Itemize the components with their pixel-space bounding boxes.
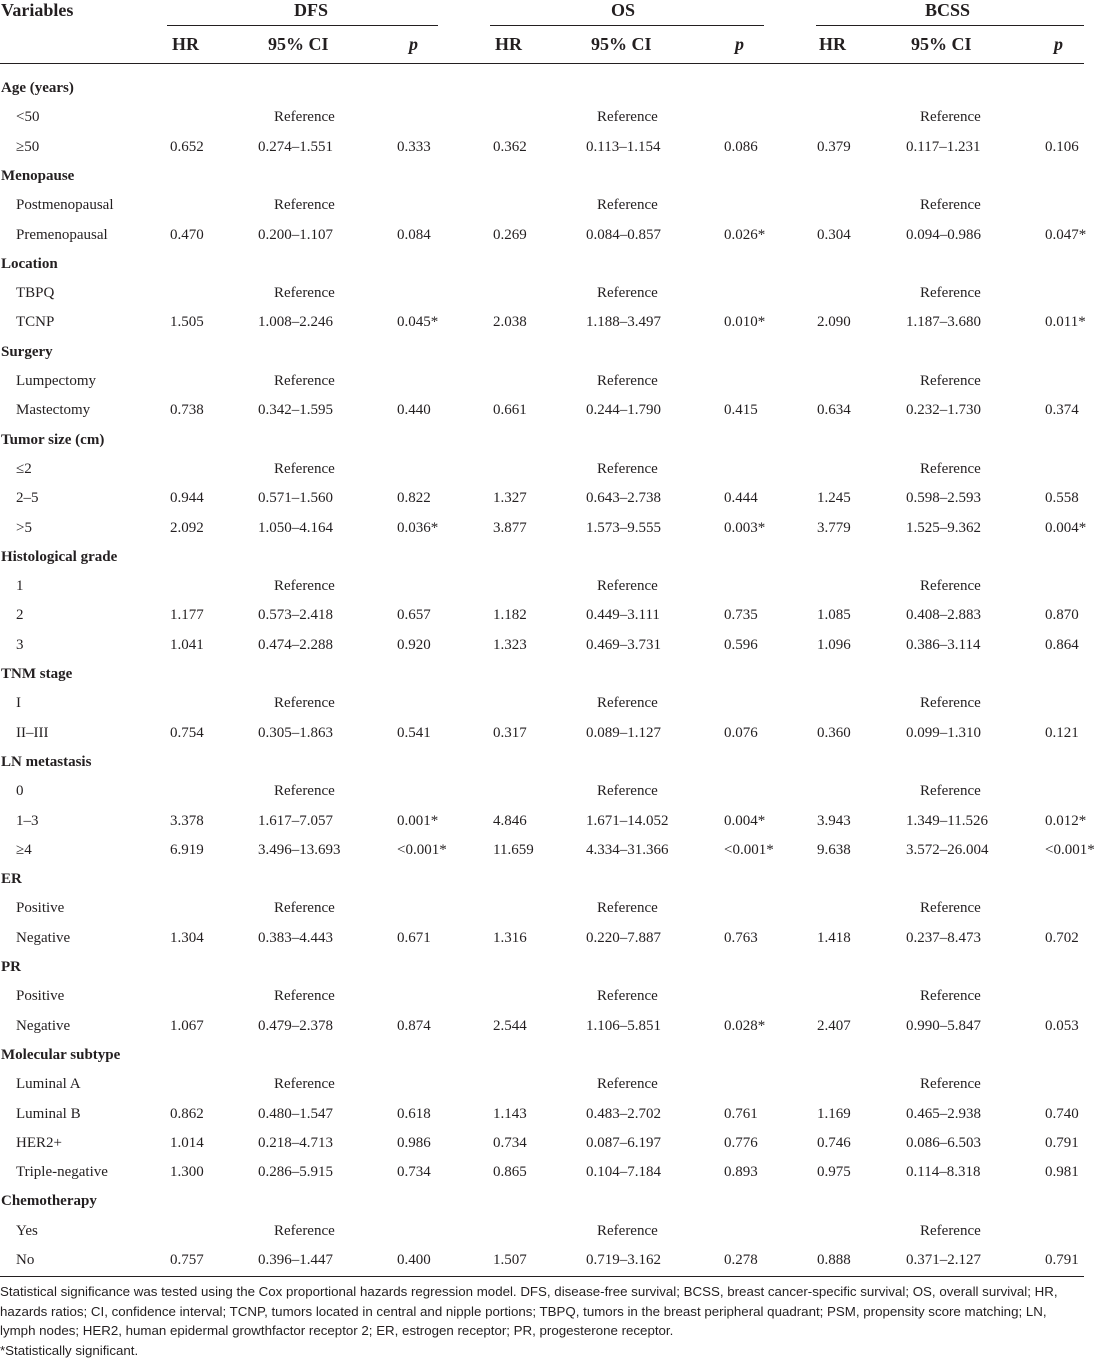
os-hr-cell: 11.659	[493, 841, 534, 858]
variable-label: <50	[16, 109, 40, 126]
os-ci-cell: 0.449–3.111	[586, 607, 660, 624]
os-hr-cell: 0.362	[493, 138, 527, 155]
variable-label: I	[16, 695, 21, 712]
variable-label: 2	[16, 607, 24, 624]
dfs-ci-cell: 0.571–1.560	[258, 490, 333, 507]
table-footnote	[0, 1282, 1084, 1360]
variable-label: TBPQ	[16, 285, 55, 302]
dfs-p-cell: 0.333	[397, 138, 431, 155]
os-ci-cell: 1.106–5.851	[586, 1017, 661, 1034]
bcss-reference-cell: Reference	[920, 109, 981, 126]
bcss-hr-cell: 3.779	[817, 519, 851, 536]
variable-label: Positive	[16, 900, 65, 917]
os-ci-cell: 0.643–2.738	[586, 490, 661, 507]
bcss-p-cell: 0.981	[1045, 1164, 1079, 1181]
bcss-p-cell: 0.374	[1045, 402, 1079, 419]
bcss-ci-cell: 0.094–0.986	[906, 226, 981, 243]
dfs-ci-cell: 1.617–7.057	[258, 812, 333, 829]
dfs-p-cell: <0.001*	[397, 841, 447, 858]
bcss-p-cell: 0.106	[1045, 138, 1079, 155]
bcss-ci-cell: 1.349–11.526	[906, 812, 988, 829]
bcss-p-header: p	[1054, 34, 1063, 54]
dfs-hr-cell: 0.862	[170, 1105, 204, 1122]
dfs-hr-cell: 1.304	[170, 929, 204, 946]
table-row	[0, 898, 1084, 927]
variable-label: No	[16, 1252, 35, 1268]
bcss-reference-cell: Reference	[920, 373, 981, 389]
os-hr-cell: 1.327	[493, 490, 527, 507]
category-label: TNM stage	[1, 666, 73, 682]
bcss-hr-cell: 9.638	[817, 841, 851, 858]
os-p-cell: 0.278	[724, 1252, 758, 1268]
os-hr-header: HR	[495, 34, 522, 54]
bcss-ci-cell: 0.117–1.231	[906, 138, 981, 155]
bcss-hr-cell: 0.379	[817, 138, 851, 155]
category-label: PR	[1, 959, 21, 975]
bcss-ci-cell: 0.114–8.318	[906, 1164, 981, 1181]
os-p-cell: 0.893	[724, 1164, 758, 1181]
os-ci-cell: 0.244–1.790	[586, 402, 661, 419]
bcss-hr-cell: 0.975	[817, 1164, 851, 1181]
dfs-p-cell: 0.400	[397, 1252, 431, 1268]
dfs-reference-cell: Reference	[274, 197, 335, 214]
category-row	[0, 1045, 1084, 1074]
table-row	[0, 576, 1084, 605]
bcss-reference-cell: Reference	[920, 695, 981, 712]
bcss-p-cell: 0.047*	[1045, 226, 1087, 243]
category-row	[0, 869, 1084, 898]
os-hr-cell: 1.143	[493, 1105, 527, 1122]
dfs-hr-cell: 0.944	[170, 490, 204, 507]
bcss-hr-cell: 1.096	[817, 636, 851, 653]
bcss-p-cell: 0.870	[1045, 607, 1079, 624]
table-row	[0, 1162, 1084, 1191]
dfs-ci-cell: 0.305–1.863	[258, 724, 333, 741]
os-reference-cell: Reference	[597, 900, 658, 917]
bcss-p-cell: 0.740	[1045, 1105, 1079, 1122]
bcss-reference-cell: Reference	[920, 988, 981, 1005]
dfs-reference-cell: Reference	[274, 373, 335, 389]
bcss-hr-cell: 1.418	[817, 929, 851, 946]
bcss-hr-cell: 1.085	[817, 607, 851, 624]
table-row	[0, 459, 1084, 488]
variable-label: HER2+	[16, 1134, 62, 1151]
dfs-ci-cell: 3.496–13.693	[258, 841, 341, 858]
dfs-reference-cell: Reference	[274, 900, 335, 917]
table-row	[0, 635, 1084, 664]
os-p-cell: 0.086	[724, 138, 758, 155]
variable-label: Premenopausal	[16, 226, 108, 243]
os-p-cell: 0.735	[724, 607, 758, 624]
os-ci-cell: 0.087–6.197	[586, 1134, 661, 1151]
category-label: LN metastasis	[1, 753, 92, 770]
bcss-reference-cell: Reference	[920, 1222, 981, 1239]
bcss-reference-cell: Reference	[920, 460, 981, 477]
bcss-hr-cell: 0.888	[817, 1252, 851, 1268]
os-hr-cell: 2.038	[493, 314, 527, 331]
dfs-hr-cell: 1.300	[170, 1164, 204, 1181]
variable-label: Positive	[16, 988, 65, 1005]
os-hr-cell: 1.182	[493, 607, 527, 624]
dfs-ci-cell: 1.050–4.164	[258, 519, 333, 536]
category-label: Surgery	[1, 343, 53, 360]
os-hr-cell: 1.507	[493, 1252, 527, 1268]
dfs-ci-cell: 0.286–5.915	[258, 1164, 333, 1181]
variable-label: II–III	[16, 724, 49, 741]
dfs-p-cell: 0.874	[397, 1017, 431, 1034]
dfs-p-cell: 0.734	[397, 1164, 431, 1181]
bcss-hr-header: HR	[819, 34, 846, 54]
os-ci-cell: 0.084–0.857	[586, 226, 661, 243]
variable-label: Mastectomy	[16, 402, 91, 419]
dfs-reference-cell: Reference	[274, 109, 335, 126]
table-row	[0, 225, 1087, 254]
dfs-hr-header: HR	[172, 34, 199, 54]
dfs-p-cell: 0.986	[397, 1134, 431, 1151]
os-ci-cell: 1.671–14.052	[586, 812, 669, 829]
bcss-reference-cell: Reference	[920, 1076, 981, 1093]
variable-label: Triple-negative	[16, 1164, 108, 1181]
variable-label: Negative	[16, 929, 71, 946]
os-p-cell: <0.001*	[724, 841, 774, 858]
dfs-hr-cell: 0.757	[170, 1252, 204, 1268]
dfs-hr-cell: 0.470	[170, 226, 204, 243]
bcss-p-cell: 0.011*	[1045, 314, 1086, 331]
table-header-subcolumns	[0, 26, 1084, 64]
table-row	[0, 1104, 1084, 1133]
table-row	[0, 723, 1084, 752]
table-row	[0, 283, 1084, 312]
category-row	[0, 664, 1084, 693]
bcss-p-cell: 0.053	[1045, 1017, 1079, 1034]
variable-label: ≥50	[16, 138, 40, 155]
table-row	[0, 781, 1084, 810]
table-row	[0, 1074, 1084, 1103]
bcss-hr-cell: 1.245	[817, 490, 851, 507]
footnote-text: Statistical significance was tested using the Cox proportional hazards regression model. DFS, disease-free survival; BCSS, breast cancer-specific survival; OS, overall survival; HR, hazards ratios; CI, confidence interval; TCNP, tumors located in central and nipple portions; TBPQ, tumors in the breast peripheral quadrant; PSM, propensity score matching; LN, lymph nodes; HER2, human epidermal growthfactor receptor 2; ER, estrogen receptor; PR, progesterone receptor.	[0, 1284, 1058, 1338]
dfs-ci-cell: 1.008–2.246	[258, 314, 333, 331]
table-row	[0, 811, 1087, 840]
dfs-hr-cell: 1.014	[170, 1134, 204, 1151]
dfs-ci-cell: 0.342–1.595	[258, 402, 333, 419]
dfs-ci-header: 95% CI	[268, 34, 329, 54]
bcss-ci-cell: 0.086–6.503	[906, 1134, 981, 1151]
dfs-p-cell: 0.036*	[397, 519, 439, 536]
table-row	[0, 1133, 1084, 1162]
bcss-p-cell: 0.121	[1045, 724, 1079, 741]
os-hr-cell: 0.865	[493, 1164, 527, 1181]
os-reference-cell: Reference	[597, 285, 658, 302]
dfs-reference-cell: Reference	[274, 1076, 335, 1093]
variable-label: Luminal A	[16, 1076, 81, 1093]
dfs-p-cell: 0.084	[397, 226, 431, 243]
os-hr-cell: 1.316	[493, 929, 527, 946]
category-label: ER	[1, 871, 22, 888]
bcss-ci-cell: 1.525–9.362	[906, 519, 981, 536]
dfs-p-cell: 0.671	[397, 929, 431, 946]
dfs-hr-cell: 6.919	[170, 841, 204, 858]
category-row	[0, 547, 1084, 576]
variable-label: TCNP	[16, 314, 55, 331]
os-ci-cell: 0.104–7.184	[586, 1164, 661, 1181]
dfs-p-cell: 0.822	[397, 490, 431, 507]
bcss-hr-cell: 0.634	[817, 402, 851, 419]
os-ci-cell: 0.089–1.127	[586, 724, 661, 741]
dfs-p-cell: 0.045*	[397, 314, 439, 331]
bcss-p-cell: 0.012*	[1045, 812, 1087, 829]
bcss-hr-cell: 0.360	[817, 724, 851, 741]
table-row	[0, 312, 1084, 341]
category-row	[0, 957, 1084, 986]
os-reference-cell: Reference	[597, 373, 658, 389]
table-header-groups	[0, 0, 1084, 26]
os-p-cell: 0.028*	[724, 1017, 766, 1034]
table-row	[0, 693, 1084, 722]
os-hr-cell: 4.846	[493, 812, 527, 829]
os-p-cell: 0.776	[724, 1134, 758, 1151]
dfs-ci-cell: 0.274–1.551	[258, 138, 333, 155]
dfs-p-header: p	[409, 34, 418, 54]
dfs-p-cell: 0.657	[397, 607, 431, 624]
bcss-ci-cell: 0.386–3.114	[906, 636, 981, 653]
bcss-ci-cell: 0.465–2.938	[906, 1105, 981, 1122]
category-row	[0, 1191, 1084, 1220]
dfs-p-cell: 0.001*	[397, 812, 439, 829]
category-row	[0, 166, 1084, 195]
bcss-ci-header: 95% CI	[911, 34, 972, 54]
category-row	[0, 342, 1084, 371]
variable-label: 1	[16, 578, 24, 595]
dfs-ci-cell: 0.218–4.713	[258, 1134, 333, 1151]
dfs-hr-cell: 1.505	[170, 314, 204, 331]
os-hr-cell: 2.544	[493, 1017, 527, 1034]
table-row	[0, 605, 1084, 634]
bcss-ci-cell: 0.099–1.310	[906, 724, 981, 741]
header-rule	[0, 63, 1084, 64]
os-p-cell: 0.444	[724, 490, 758, 507]
category-label: Menopause	[1, 167, 75, 184]
variable-label: 1–3	[16, 812, 39, 829]
os-hr-cell: 0.317	[493, 724, 527, 741]
footnote-significance: *Statistically significant.	[0, 1342, 139, 1358]
bottom-rule	[0, 1276, 1084, 1277]
bcss-p-cell: 0.864	[1045, 636, 1079, 653]
os-ci-cell: 1.188–3.497	[586, 314, 661, 331]
variable-label: ≥4	[16, 841, 32, 858]
dfs-group-header: DFS	[294, 0, 329, 20]
bcss-hr-cell: 0.304	[817, 226, 851, 243]
bcss-hr-cell: 2.407	[817, 1017, 851, 1034]
os-p-header: p	[735, 34, 744, 54]
variable-label: 2–5	[16, 490, 39, 507]
os-p-cell: 0.004*	[724, 812, 766, 829]
variable-label: Postmenopausal	[16, 197, 114, 214]
dfs-ci-cell: 0.396–1.447	[258, 1252, 333, 1268]
os-ci-cell: 0.469–3.731	[586, 636, 661, 653]
variable-label: Yes	[16, 1222, 38, 1239]
table-row	[0, 107, 1084, 136]
os-ci-cell: 0.113–1.154	[586, 138, 661, 155]
dfs-hr-cell: 0.754	[170, 724, 204, 741]
dfs-hr-cell: 3.378	[170, 812, 204, 829]
os-p-cell: 0.003*	[724, 519, 766, 536]
category-row	[0, 752, 1084, 781]
bcss-hr-cell: 0.746	[817, 1134, 851, 1151]
bcss-ci-cell: 0.990–5.847	[906, 1017, 981, 1034]
dfs-hr-cell: 0.738	[170, 402, 204, 419]
bcss-hr-cell: 1.169	[817, 1105, 851, 1122]
variable-label: Lumpectomy	[16, 373, 96, 389]
table-row	[0, 840, 1095, 869]
category-label: Location	[1, 255, 58, 272]
os-ci-header: 95% CI	[591, 34, 652, 54]
os-hr-cell: 0.661	[493, 402, 527, 419]
bcss-hr-cell: 3.943	[817, 812, 851, 829]
category-label: Molecular subtype	[1, 1046, 121, 1063]
category-row	[0, 430, 1084, 459]
os-reference-cell: Reference	[597, 109, 658, 126]
dfs-ci-cell: 0.383–4.443	[258, 929, 333, 946]
bcss-p-cell: 0.791	[1045, 1252, 1079, 1268]
dfs-reference-cell: Reference	[274, 783, 335, 800]
bcss-ci-cell: 0.598–2.593	[906, 490, 981, 507]
variable-label: ≤2	[16, 460, 32, 477]
table-row	[0, 1250, 1084, 1279]
category-row	[0, 78, 1084, 107]
table-row	[0, 488, 1084, 517]
os-reference-cell: Reference	[597, 988, 658, 1005]
category-label: Age (years)	[1, 80, 74, 96]
os-group-header: OS	[611, 0, 636, 20]
os-p-cell: 0.026*	[724, 226, 766, 243]
bcss-p-cell: <0.001*	[1045, 841, 1095, 858]
os-reference-cell: Reference	[597, 1076, 658, 1093]
category-label: Tumor size (cm)	[1, 431, 105, 448]
bcss-reference-cell: Reference	[920, 783, 981, 800]
dfs-hr-cell: 1.067	[170, 1017, 204, 1034]
dfs-p-cell: 0.541	[397, 724, 431, 741]
bcss-p-cell: 0.791	[1045, 1134, 1079, 1151]
variable-label: >5	[16, 519, 32, 536]
table-row	[0, 518, 1087, 547]
os-p-cell: 0.763	[724, 929, 758, 946]
dfs-reference-cell: Reference	[274, 695, 335, 712]
dfs-reference-cell: Reference	[274, 460, 335, 477]
os-p-cell: 0.596	[724, 636, 758, 653]
category-row	[0, 254, 1084, 283]
bcss-p-cell: 0.004*	[1045, 519, 1087, 536]
table-row	[0, 195, 1084, 224]
os-p-cell: 0.761	[724, 1105, 758, 1122]
bcss-ci-cell: 3.572–26.004	[906, 841, 989, 858]
os-p-cell: 0.415	[724, 402, 758, 419]
os-reference-cell: Reference	[597, 197, 658, 214]
os-hr-cell: 3.877	[493, 519, 527, 536]
os-reference-cell: Reference	[597, 1222, 658, 1239]
dfs-ci-cell: 0.573–2.418	[258, 607, 333, 624]
variables-header: Variables	[1, 0, 74, 20]
table-row	[0, 928, 1084, 957]
dfs-ci-cell: 0.474–2.288	[258, 636, 333, 653]
os-hr-cell: 1.323	[493, 636, 527, 653]
os-reference-cell: Reference	[597, 695, 658, 712]
dfs-reference-cell: Reference	[274, 988, 335, 1005]
dfs-hr-cell: 2.092	[170, 519, 204, 536]
os-ci-cell: 0.483–2.702	[586, 1105, 661, 1122]
os-p-cell: 0.076	[724, 724, 758, 741]
os-ci-cell: 0.220–7.887	[586, 929, 661, 946]
os-p-cell: 0.010*	[724, 314, 766, 331]
dfs-p-cell: 0.920	[397, 636, 431, 653]
bcss-reference-cell: Reference	[920, 900, 981, 917]
os-ci-cell: 4.334–31.366	[586, 841, 669, 858]
table-row	[0, 1221, 1084, 1250]
bcss-group-header: BCSS	[925, 0, 971, 20]
bcss-ci-cell: 1.187–3.680	[906, 314, 981, 331]
os-hr-cell: 0.734	[493, 1134, 527, 1151]
variable-label: 3	[16, 636, 24, 653]
bcss-hr-cell: 2.090	[817, 314, 851, 331]
dfs-hr-cell: 1.041	[170, 636, 204, 653]
os-ci-cell: 0.719–3.162	[586, 1252, 661, 1268]
os-reference-cell: Reference	[597, 460, 658, 477]
os-reference-cell: Reference	[597, 783, 658, 800]
bcss-ci-cell: 0.237–8.473	[906, 929, 981, 946]
os-reference-cell: Reference	[597, 578, 658, 595]
dfs-ci-cell: 0.479–2.378	[258, 1017, 333, 1034]
dfs-reference-cell: Reference	[274, 1222, 335, 1239]
dfs-hr-cell: 0.652	[170, 138, 204, 155]
bcss-reference-cell: Reference	[920, 285, 981, 302]
table-row	[0, 137, 1084, 166]
dfs-reference-cell: Reference	[274, 578, 335, 595]
os-ci-cell: 1.573–9.555	[586, 519, 661, 536]
dfs-p-cell: 0.618	[397, 1105, 431, 1122]
variable-label: Luminal B	[16, 1105, 81, 1122]
bcss-reference-cell: Reference	[920, 578, 981, 595]
dfs-reference-cell: Reference	[274, 285, 335, 302]
table-row	[0, 1016, 1084, 1045]
bcss-ci-cell: 0.408–2.883	[906, 607, 981, 624]
bcss-ci-cell: 0.371–2.127	[906, 1252, 981, 1268]
dfs-p-cell: 0.440	[397, 402, 431, 419]
bcss-reference-cell: Reference	[920, 197, 981, 214]
dfs-ci-cell: 0.200–1.107	[258, 226, 333, 243]
dfs-hr-cell: 1.177	[170, 607, 204, 624]
category-label: Chemotherapy	[1, 1193, 97, 1210]
table-row	[0, 400, 1084, 429]
table-row	[0, 371, 1084, 400]
category-label: Histological grade	[1, 548, 118, 565]
bcss-p-cell: 0.702	[1045, 929, 1079, 946]
os-hr-cell: 0.269	[493, 226, 527, 243]
variable-label: Negative	[16, 1017, 71, 1034]
variable-label: 0	[16, 783, 24, 800]
bcss-p-cell: 0.558	[1045, 490, 1079, 507]
dfs-ci-cell: 0.480–1.547	[258, 1105, 333, 1122]
bcss-ci-cell: 0.232–1.730	[906, 402, 981, 419]
table-row	[0, 986, 1084, 1015]
